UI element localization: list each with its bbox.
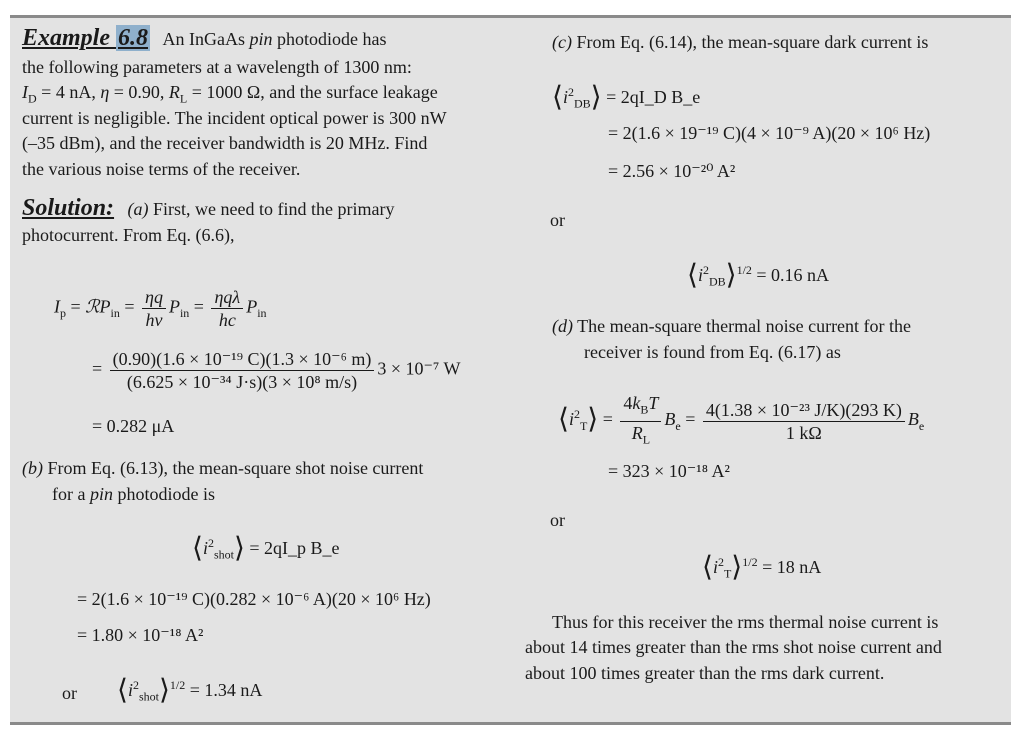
solution-heading: Solution: <box>22 195 115 221</box>
equation-shot-noise-4: $⟨i^2_{shot}⟩^{1/2} = 1.34$ nA <box>117 675 263 706</box>
or-label-2: or <box>550 210 565 230</box>
intro-params: $I_D = 4$ nA, η = 0.90, $R_L = 1000$ Ω, and the surface leakage <box>22 82 438 106</box>
equation-dark-3: = 2.56 × 10⁻²⁰ A² <box>608 161 736 181</box>
equation-photocurrent-result: = 0.282 μA <box>92 416 175 436</box>
equation-shot-noise-2: = 2(1.6 × 10⁻¹⁹ C)(0.282 × 10⁻⁶ A)(20 × 10⁶ Hz) <box>77 589 431 609</box>
or-label-1: or <box>62 683 77 703</box>
intro-line-2: the following parameters at a wavelength of 1300 nm: <box>22 57 412 77</box>
example-heading: Example 6.8 <box>22 25 148 51</box>
part-b-line-2: for a pin photodiode is <box>52 484 215 504</box>
equation-shot-noise-3: = 1.80 × 10⁻¹⁸ A² <box>77 625 204 645</box>
intro-line-5: (–35 dBm), and the receiver bandwidth is 20 MHz. Find <box>22 133 428 153</box>
conclusion-line-2: about 14 times greater than the rms shot noise current and <box>525 637 942 657</box>
equation-dark-1: $⟨i^2_{DB}⟩$ = 2qI_D B_e <box>552 82 701 113</box>
example-paragraph: Example 6.8 An InGaAs pin photodiode has <box>22 25 387 51</box>
equation-shot-noise-1: $⟨i^2_{shot}⟩$ = 2qI_p B_e <box>192 533 340 564</box>
equation-dark-4: $⟨i^2_{DB}⟩^{1/2} = 0.16$ nA <box>687 260 830 291</box>
solution-line-2: photocurrent. From Eq. (6.6), <box>22 225 235 245</box>
example-box <box>10 15 1011 725</box>
example-number: 6.8 <box>118 25 148 51</box>
solution-line-1: Solution: (a) First, we need to find the primary <box>22 195 395 221</box>
equation-thermal-3: $⟨i^2_T⟩^{1/2} = 18$ nA <box>702 552 822 583</box>
equation-photocurrent: $I_p$ = ℛP$_{in}$ = $\frac{\eta q}{h\nu}$ $P_{in}$ = $\frac{\text{ηqλ}}{hc}$ $P_{in}$ <box>54 287 267 330</box>
intro-line-4: current is negligible. The incident optical power is 300 nW <box>22 108 447 128</box>
equation-thermal-1: $⟨i^2_T⟩$ = $\frac{4k_BT}{R_L}$ $B_e$ = $\frac{\text{4(1.38 × 10⁻²³ J/K)(293 K)}}{1 k\Omega}$ $B_e$ <box>558 393 925 447</box>
conclusion-line-3: about 100 times greater than the rms dark current. <box>525 663 885 683</box>
conclusion-line-1: Thus for this receiver the rms thermal noise current is <box>552 612 939 632</box>
part-d-line-2: receiver is found from Eq. (6.17) as <box>584 342 841 362</box>
equation-photocurrent-values: = $\frac{\text{(0.90)(1.6 × 10⁻¹⁹ C)(1.3 × 10⁻⁶ m)}}{\text{(6.625 × 10⁻³⁴ J·s)(3 × 10⁸ m/s)}}$ 3 × 10⁻⁷ W <box>92 349 461 392</box>
part-c-line-1: (c) From Eq. (6.14), the mean-square dark current is <box>552 32 929 52</box>
equation-dark-2: = 2(1.6 × 19⁻¹⁹ C)(4 × 10⁻⁹ A)(20 × 10⁶ Hz) <box>608 123 931 143</box>
part-d-line-1: (d) The mean-square thermal noise current for the <box>552 316 912 336</box>
intro-line-6: the various noise terms of the receiver. <box>22 159 301 179</box>
equation-thermal-2: = 323 × 10⁻¹⁸ A² <box>608 461 730 481</box>
or-label-3: or <box>550 510 565 530</box>
part-b-line-1: (b) From Eq. (6.13), the mean-square shot noise current <box>22 458 424 478</box>
